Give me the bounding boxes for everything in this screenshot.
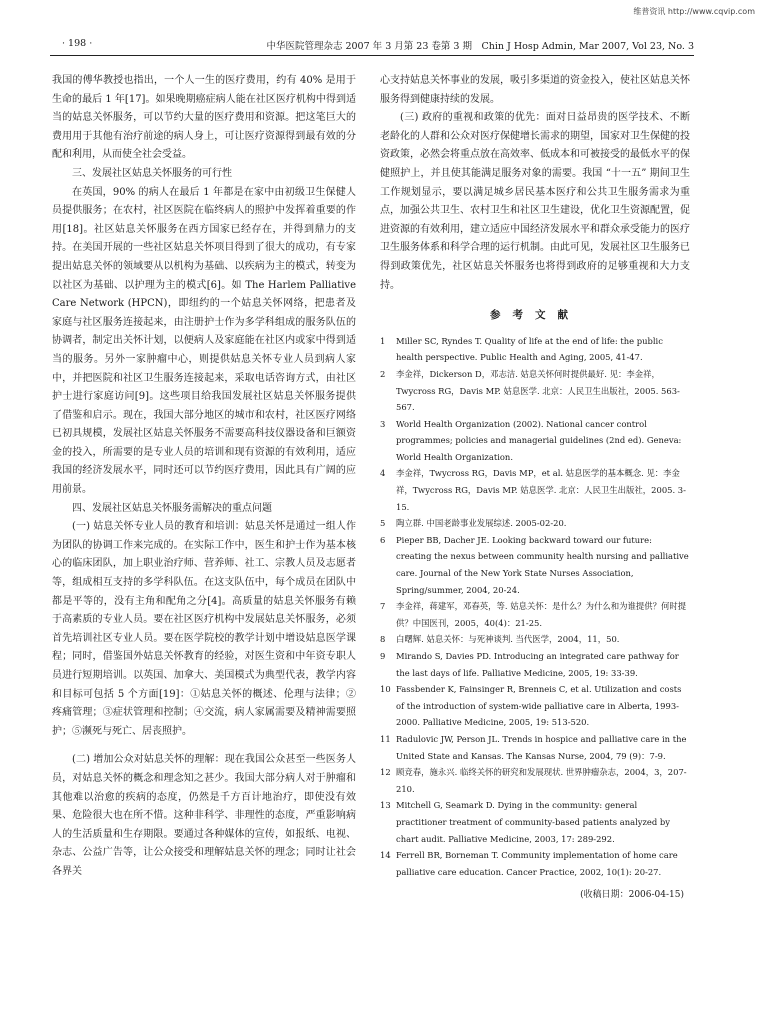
reference-text: Pieper BB, Dacher JE. Looking backward toward our future: creating the nexus between community health nursing and palliative care. Journal of the New York State Nurses Association, Spring/summer, 2004, 20-24. bbox=[396, 534, 689, 595]
paragraph: (一) 姑息关怀专业人员的教育和培训：姑息关怀是通过一组人作为团队的协调工作来完成的。在实际工作中，医生和护士作为基本核心的临床团队，加上职业治疗师、营养师、社工、宗教人员及志愿者等，组成相互支持的多学科队伍。在这支队伍中，每个成员在团队中都是平等的，没有主角和配角之分[4]。高质量的姑息关怀服务有赖于高素质的专业人员。要在社区医疗机构中发展姑息关怀服务，必须首先培训社区专业人员。要在医学院校的教学计划中增设姑息医学课程；同时，借鉴国外姑息关怀教育的经验，对医生资和中年资专职人员进行短期培训。以英国、加拿大、美国模式为典型代表，教学内容和目标可包括 5 个方面[19]：①姑息关怀的概述、伦理与法律；② 疼痛管理；③症状管理和控制；④交流，病人家属需要及精神需要照护；⑤濒死与死亡、居丧照护。 bbox=[52, 521, 356, 737]
reference-text: Ferrell BR, Borneman T. Community implementation of home care palliative care education. Cancer Practice, 2002, 10(1): 20-27. bbox=[396, 850, 678, 877]
reference-number: 3 bbox=[380, 418, 386, 429]
reference-item bbox=[380, 847, 690, 880]
reference-item bbox=[380, 631, 690, 648]
left-column bbox=[52, 72, 356, 882]
reference-item bbox=[380, 681, 690, 731]
watermark: 维普资讯 http://www.cqvip.com bbox=[633, 7, 755, 16]
section-heading: 四、发展社区姑息关怀服务需解决的重点问题 bbox=[72, 502, 272, 514]
reference-text: Fassbender K, Fainsinger R, Brenneis C, et al. Utilization and costs of the introduction of system-wide palliative care in Alberta, 1993-2000. Palliative Medicine, 2005, 19: 513-520. bbox=[396, 684, 682, 728]
paragraph: (三) 政府的重视和政策的优先：面对日益昂贵的医学技术、不断老龄化的人群和公众对医疗保健增长需求的期望，国家对卫生保健的投资政策，必然会将重点放在高效率、低成本和可被接受的最低水平的保健照护上，并且使其能满足服务对象的需要。我国 “十一五” 期间卫生工作规划显示，要以满足城乡居民基本医疗和公共卫生服务需求为重点，加强公共卫生、农村卫生和社区卫生建设，优化卫生资源配置，促进资源的有效利用，建立适应中国经济发展水平和群众承受能力的医疗卫生服务体系和科学合理的运行机制。由此可见，发展社区卫生服务已得到政策优先，社区姑息关怀服务也将得到政府的足够重视和大力支持。 bbox=[380, 112, 690, 291]
reference-number: 7 bbox=[380, 601, 386, 612]
reference-text: 李金祥，蒋建军，邓春英，等. 姑息关怀：是什么？为什么和为谁提供？何时提供？中国医刊，2005，40(4)：21-25. bbox=[396, 601, 687, 628]
reference-item bbox=[380, 515, 690, 532]
reference-item bbox=[380, 366, 690, 416]
paragraph: 我国的傅华教授也指出，一个人一生的医疗费用，约有 40% 是用于生命的最后 1 年[17]。如果晚期癌症病人能在社区医疗机构中得到适当的姑息关怀服务，可以节约大量的医疗费用和资源。把这笔巨大的费用用于其他有治疗前途的病人身上，可让医疗资源得到最有效的分配和利用，从而使全社会受益。 bbox=[52, 75, 356, 161]
reference-number: 2 bbox=[380, 368, 386, 379]
reference-number: 12 bbox=[380, 767, 391, 778]
reference-text: 陶立群. 中国老龄事业发展综述. 2005-02-20. bbox=[396, 518, 567, 529]
reference-text: Mitchell G, Seamark D. Dying in the community: general practitioner treatment of community-based patients analyzed by chart audit. Palliative Medicine, 2003, 17: 289-292. bbox=[396, 800, 670, 844]
reference-text: 白曙辉. 姑息关怀：与死神谈判. 当代医学，2004，11，50. bbox=[396, 634, 620, 645]
reference-text: Miller SC, Ryndes T. Quality of life at the end of life: the public health perspective. Public Health and Aging, 2005, 41-47. bbox=[396, 335, 663, 363]
reference-number: 5 bbox=[380, 518, 386, 529]
reference-item bbox=[380, 648, 690, 681]
reference-number: 14 bbox=[380, 850, 391, 861]
reference-number: 6 bbox=[380, 534, 386, 545]
reference-text: Radulovic JW, Person JL. Trends in hospice and palliative care in the United State and Kansas. The Kansas Nurse, 2004, 79 (9)：7-9. bbox=[396, 733, 687, 761]
paragraph: (二) 增加公众对姑息关怀的理解：现在我国公众甚至一些医务人员，对姑息关怀的概念和理念知之甚少。我国大部分病人对于肿瘤和其他难以治愈的疾病的态度，仍然是千方百计地治疗，即使没有效果、危险很大也在所不惜。这种非科学、非理性的态度，严重影响病人的生活质量和生存期限。要通过各种媒体的宣传，如报纸、电视、杂志、公益广告等，让公众接受和理解姑息关怀的理念；同时让社会各界关 bbox=[52, 754, 356, 877]
page-number: · 198 · bbox=[62, 38, 93, 49]
reference-item bbox=[380, 764, 690, 797]
paragraph: 心支持姑息关怀事业的发展，吸引多渠道的资金投入，使社区姑息关怀服务得到健康持续的发展。 bbox=[380, 75, 690, 105]
reference-item bbox=[380, 416, 690, 466]
received-date: (收稿日期：2006-04-15) bbox=[580, 890, 684, 901]
reference-item bbox=[380, 797, 690, 847]
reference-number: 9 bbox=[380, 651, 386, 661]
reference-text: 李金祥，Dickerson D，邓志洁. 姑息关怀何时提供最好. 见：李金祥，Twycross RG，Davis MP. 姑息医学. 北京：人民卫生出版社，2005. 563-567. bbox=[396, 368, 680, 413]
reference-text: 李金祥，Twycross RG，Davis MP，et al. 姑息医学的基本概念. 见：李金祥，Twycross RG，Davis MP. 姑息医学. 北京：人民卫生出版社，2005. 3-15. bbox=[396, 468, 686, 512]
reference-item bbox=[380, 598, 690, 631]
reference-number: 8 bbox=[380, 634, 386, 645]
reference-item bbox=[380, 333, 690, 366]
reference-number: 10 bbox=[380, 684, 391, 695]
reference-text: World Health Organization (2002). National cancer control programmes; policies and managerial guidelines (2nd ed). Geneva: World Health Organization. bbox=[396, 418, 682, 462]
reference-item bbox=[380, 465, 690, 515]
header-rule bbox=[50, 55, 694, 56]
paragraph: 在英国，90% 的病人在最后 1 年都是在家中由初级卫生保健人员提供服务；在农村，社区医院在临终病人的照护中发挥着重要的作用[18]。社区姑息关怀服务在西方国家已经存在，并得到鼎力的支持。在美国开展的一些社区姑息关怀项目得到了很大的成功，有专家提出姑息关怀的领域要从以机构为基础、以疾病为主的模式，转变为以社区为基础、以护理为主的模式[6]。如 The Harlem Palliative Care Network (HPCN)，即纽约的一个姑息关怀网络，把患者及家庭与社区服务连接起来，由注册护士作为多学科组成的服务队伍的协调者，制定出关怀计划，以便病人及家庭能在社区内或家中得到适当的服务。另外一家肿瘤中心，则提供姑息关怀专业人员到病人家中，并把医院和社区卫生服务连接起来，采取电话咨询方式，由社区护士进行家庭访问[9]。这些项目给我国发展社区姑息关怀服务提供了借鉴和启示。现在，我国大部分地区的城市和农村，社区医疗网络已初具规模，发展社区姑息关怀服务不需要高科技仪器设备和巨额资金的投入，所需要的是专业人员的培训和现有资源的有效利用，适应我国的经济发展水平，同时还可以节约医疗费用，因此具有广阔的应用前景。 bbox=[52, 186, 356, 496]
right-column bbox=[380, 72, 690, 905]
reference-item bbox=[380, 731, 690, 764]
reference-text: Mirando S, Davies PD. Introducing an integrated care pathway for the last days of life. Palliative Medicine, 2005, 19: 33-39. bbox=[396, 651, 679, 678]
section-heading: 三、发展社区姑息关怀服务的可行性 bbox=[72, 167, 232, 179]
reference-number: 1 bbox=[380, 335, 386, 346]
references-title: 参考文献 bbox=[490, 309, 580, 322]
references-list bbox=[380, 333, 690, 881]
reference-text: 顾竞春，施永兴. 临终关怀的研究和发展现状. 世界肿瘤杂志，2004，3，207-210. bbox=[396, 767, 687, 794]
journal-citation: 中华医院管理杂志 2007 年 3 月第 23 卷第 3 期 Chin J Hosp Admin, Mar 2007, Vol 23, No. 3 bbox=[266, 41, 694, 52]
reference-number: 11 bbox=[380, 733, 391, 744]
reference-number: 4 bbox=[380, 468, 386, 479]
reference-number: 13 bbox=[380, 800, 391, 811]
reference-item bbox=[380, 532, 690, 598]
running-header bbox=[50, 38, 694, 54]
